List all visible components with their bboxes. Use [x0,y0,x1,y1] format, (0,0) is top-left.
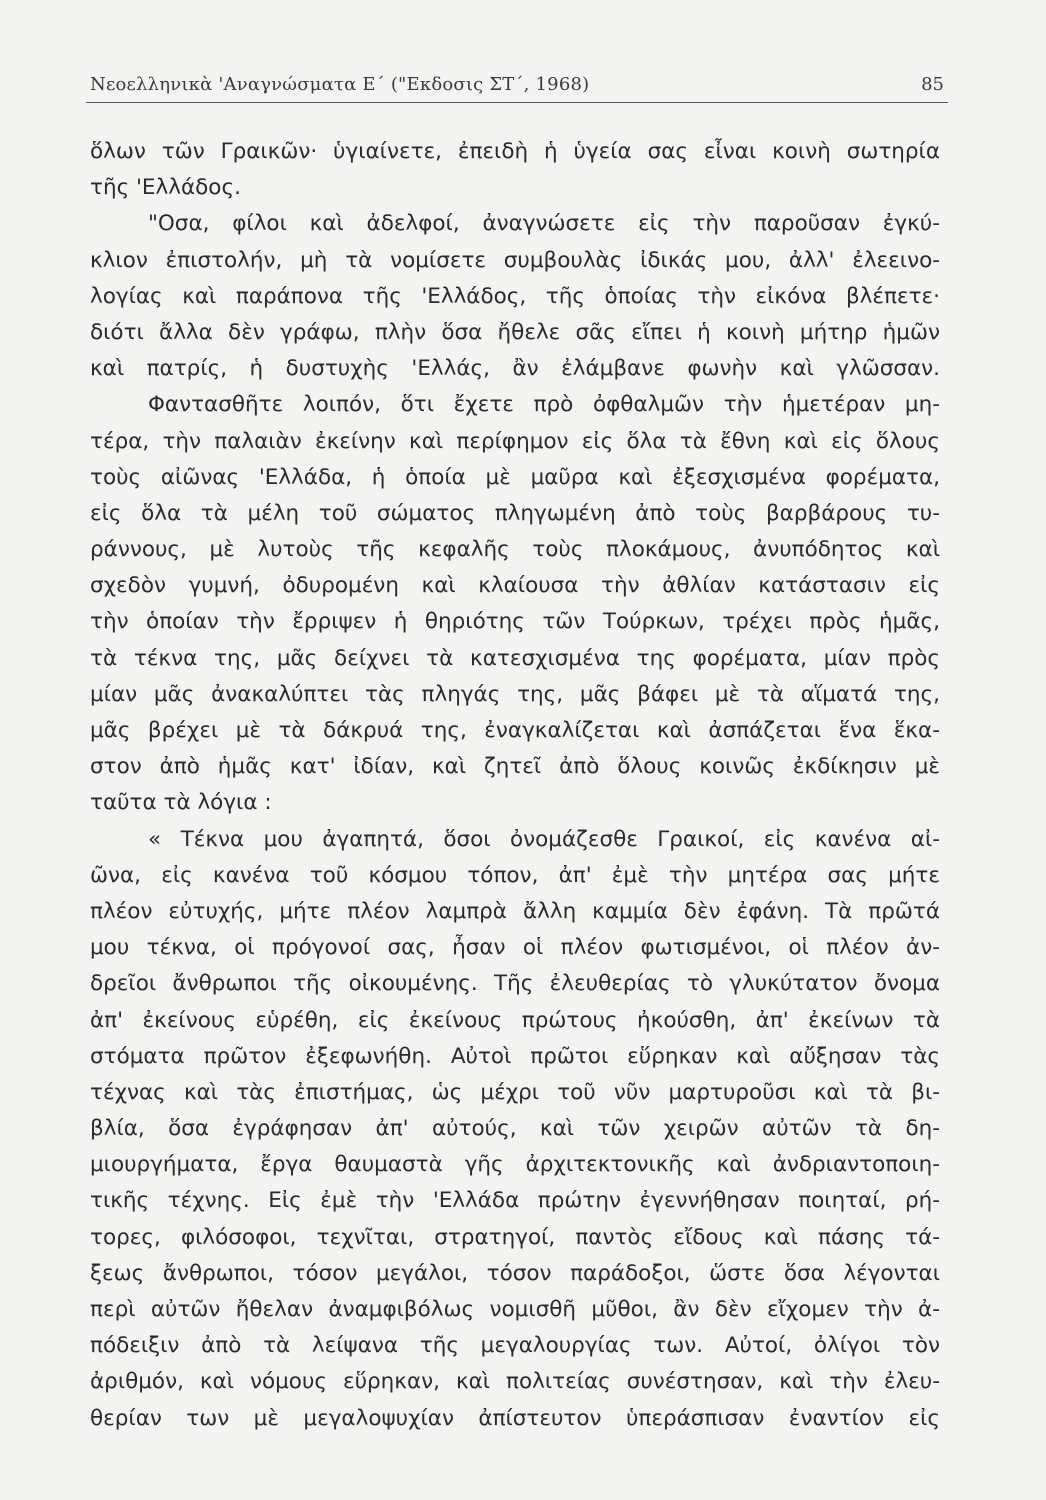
text-line: τέρα, τὴν παλαιὰν ἐκείνην καὶ περίφημον εἰς ὅλα τὰ ἔθνη καὶ εἰς ὅλους [90,428,940,454]
text-line: σχεδὸν γυμνή, ὀδυρομένη καὶ κλαίουσα τὴν ἀθλίαν κατάστασιν εἰς [90,573,940,599]
text-line: στόματα πρῶτον ἐξεφωνήθη. Αὐτοὶ πρῶτοι εὕρηκαν καὶ αὔξησαν τὰς [90,1043,940,1069]
text-line: μᾶς βρέχει μὲ τὰ δάκρυά της, ἐναγκαλίζεται καὶ ἀσπάζεται ἕνα ἕκα- [90,718,940,743]
body-text [90,134,940,1437]
text-line: μίαν μᾶς ἀνακαλύπτει τὰς πληγάς της, μᾶς βάφει μὲ τὰ αἵματά της, [90,681,940,707]
text-line: τικῆς τέχνης. Εἰς ἐμὲ τὴν 'Ελλάδα πρώτην ἐγεννήθησαν ποιηταί, ρή- [90,1188,940,1214]
text-line: τοὺς αἰῶνας 'Ελλάδα, ἡ ὁποία μὲ μαῦρα καὶ ἐξεσχισμένα φορέματα, [90,464,940,490]
text-line: στον ἀπὸ ἡμᾶς κατ' ἰδίαν, καὶ ζητεῖ ἀπὸ ὅλους κοινῶς ἐκδίκησιν μὲ [90,754,940,780]
text-line: ταῦτα τὰ λόγια : [90,790,272,816]
text-line: "Οσα, φίλοι καὶ ἀδελφοί, ἀναγνώσετε εἰς τὴν παροῦσαν ἐγκύ- [148,211,940,237]
text-line: ξεως ἄνθρωποι, τόσον μεγάλοι, τόσον παράδοξοι, ὥστε ὅσα λέγονται [90,1260,940,1286]
text-line: περὶ αὐτῶν ἤθελαν ἀναμφιβόλως νομισθῆ μῦθοι, ἂν δὲν εἴχομεν τὴν ἀ- [90,1297,940,1322]
text-line: εἰς ὅλα τὰ μέλη τοῦ σώματος πληγωμένη ἀπὸ τοὺς βαρβάρους τυ- [90,500,940,526]
text-line: τὴν ὁποίαν τὴν ἔρριψεν ἡ θηριότης τῶν Τούρκων, τρέχει πρὸς ἡμᾶς, [90,609,940,635]
text-line: τὰ τέκνα της, μᾶς δείχνει τὰ κατεσχισμένα της φορέματα, μίαν πρὸς [90,645,940,671]
header-title: Νεοελληνικὰ 'Αναγνώσματα Ε΄ ("Εκδοσις ΣΤ΄, 1968) [90,74,590,95]
text-line: τῆς 'Ελλάδος. [90,175,241,201]
text-line: δρεῖοι ἄνθρωποι τῆς οἰκουμένης. Τῆς ἐλευθερίας τὸ γλυκύτατον ὄνομα [90,971,940,997]
text-line: ῶνα, εἰς κανένα τοῦ κόσμου τόπον, ἀπ' ἐμὲ τὴν μητέρα σας μήτε [90,862,940,888]
text-line: τέχνας καὶ τὰς ἐπιστήμας, ὡς μέχρι τοῦ νῦν μαρτυροῦσι καὶ τὰ βι- [90,1079,940,1105]
text-line: τορες, φιλόσοφοι, τεχνῖται, στρατηγοί, παντὸς εἴδους καὶ πάσης τά- [90,1224,940,1250]
text-line: Φαντασθῆτε λοιπόν, ὅτι ἔχετε πρὸ ὀφθαλμῶν τὴν ἡμετέραν μη- [148,392,940,418]
text-line: μιουργήματα, ἔργα θαυμαστὰ γῆς ἀρχιτεκτονικῆς καὶ ἀνδριαντοποιη- [90,1152,940,1178]
text-line: μου τέκνα, οἱ πρόγονοί σας, ἦσαν οἱ πλέον φωτισμένοι, οἱ πλέον ἀν- [90,935,940,961]
text-line: διότι ἄλλα δὲν γράφω, πλὴν ὅσα ἤθελε σᾶς εἴπει ἡ κοινὴ μήτηρ ἡμῶν [90,319,940,345]
text-line: λογίας καὶ παράπονα τῆς 'Ελλάδος, τῆς ὁποίας τὴν εἰκόνα βλέπετε· [90,283,940,309]
text-line: πόδειξιν ἀπὸ τὰ λείψανα τῆς μεγαλουργίας των. Αὐτοί, ὀλίγοι τὸν [90,1333,940,1359]
text-line: ράννους, μὲ λυτοὺς τῆς κεφαλῆς τοὺς πλοκάμους, ἀνυπόδητος καὶ [90,537,940,563]
running-header [86,66,948,103]
text-line: κλιον ἐπιστολήν, μὴ τὰ νομίσετε συμβουλὰς ἰδικάς μου, ἀλλ' ἐλεεινο- [90,247,940,273]
text-line: θερίαν των μὲ μεγαλοψυχίαν ἀπίστευτον ὑπεράσπισαν ἐναντίον εἰς [90,1405,940,1431]
text-line: ἀπ' ἐκείνους εὑρέθη, εἰς ἐκείνους πρώτους ἠκούσθη, ἀπ' ἐκείνων τὰ [90,1007,940,1033]
text-line: βλία, ὅσα ἐγράφησαν ἀπ' αὐτούς, καὶ τῶν χειρῶν αὐτῶν τὰ δη- [90,1116,940,1142]
text-line: ἀριθμόν, καὶ νόμους εὕρηκαν, καὶ πολιτείας συνέστησαν, καὶ τὴν ἐλευ- [90,1369,940,1395]
text-line: καὶ πατρίς, ἡ δυστυχὴς 'Ελλάς, ἂν ἐλάμβανε φωνὴν καὶ γλῶσσαν. [90,356,940,382]
text-line: πλέον εὐτυχής, μήτε πλέον λαμπρὰ ἄλλη καμμία δὲν ἐφάνη. Τὰ πρῶτά [90,898,940,924]
page-number: 85 [921,74,944,95]
text-line: ὅλων τῶν Γραικῶν· ὑγιαίνετε, ἐπειδὴ ἡ ὑγεία σας εἶναι κοινὴ σωτηρία [90,139,940,164]
text-line: « Τέκνα μου ἀγαπητά, ὅσοι ὀνομάζεσθε Γραικοί, εἰς κανένα αἰ- [148,826,940,852]
